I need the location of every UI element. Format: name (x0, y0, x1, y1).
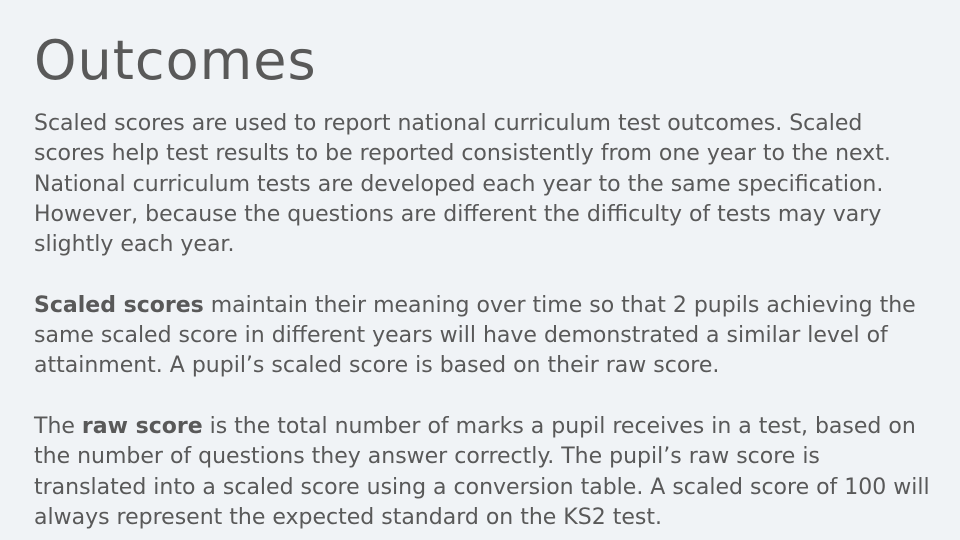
paragraph-scaled-scores-meaning (34, 291, 934, 382)
bold-term-raw-score: raw score (81, 413, 203, 439)
bold-term-scaled-scores: Scaled scores (34, 292, 204, 318)
paragraph-spacer (34, 260, 934, 290)
paragraph-raw-score (34, 412, 934, 533)
paragraph-spacer (34, 382, 934, 412)
slide-body (34, 109, 934, 533)
paragraph-text: is the total number of marks a pupil receives in a test, based on the number of questions they answer correctly. The pupil’s raw score is translated into a scaled score using a conversion table. A scaled score of 100 will always represent the expected standard on the KS2 test. (34, 413, 930, 530)
paragraph-text: maintain their meaning over time so that 2 pupils achieving the same scaled score in different years will have demonstrated a similar level of attainment. A pupil’s scaled score is based on their raw score. (34, 292, 916, 379)
slide-title: Outcomes (34, 29, 317, 92)
paragraph-scaled-scores-intro (34, 109, 934, 260)
paragraph-prefix: The (34, 413, 82, 439)
paragraph-text: Scaled scores are used to report national curriculum test outcomes. Scaled scores help test results to be reported consistently from one year to the next. National curriculum tests are developed each year to the same specification. However, because the questions are different the difficulty of tests may vary slightly each year. (34, 111, 891, 258)
